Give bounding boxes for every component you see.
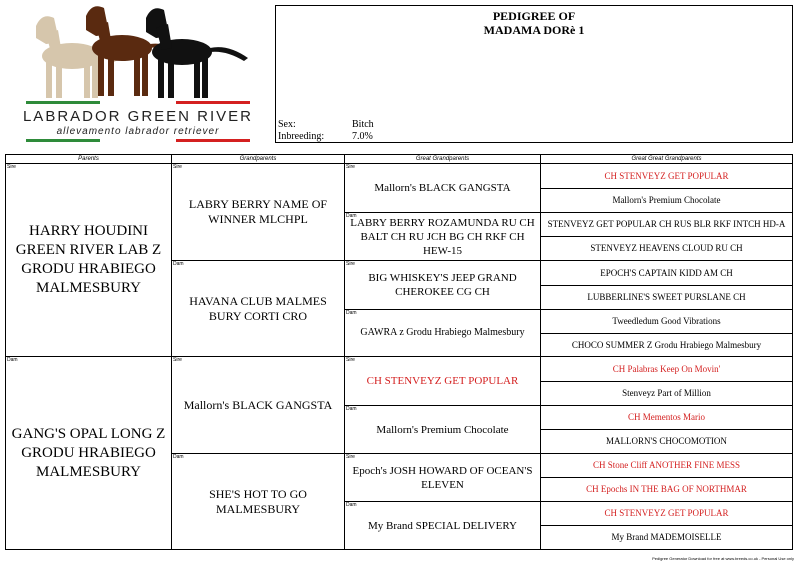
ggg-name: Mallorn's Premium Chocolate — [612, 195, 721, 205]
great-grandparent-cell — [344, 212, 541, 261]
dam-tag: Dam — [346, 310, 357, 316]
inbreeding-label: Inbreeding: — [278, 131, 325, 142]
dam-tag: Dam — [7, 357, 18, 363]
dam-tag: Dam — [173, 454, 184, 460]
flag-green-bar-bottom — [26, 139, 100, 142]
ggg-name: STENVEYZ GET POPULAR CH RUS BLR RKF INTCH HD-A — [547, 219, 786, 229]
dam-tag: Dam — [173, 261, 184, 267]
grandparent-cell — [171, 260, 345, 357]
ggg-name: STENVEYZ HEAVENS CLOUD RU CH — [590, 243, 743, 253]
ggg-cell — [540, 381, 793, 406]
ggg-name: CH STENVEYZ GET POPULAR — [604, 170, 729, 181]
ggg-name: My Brand MADEMOISELLE — [611, 532, 722, 542]
col-header-great-grandparents: Great Grandparents — [344, 154, 541, 164]
ggg-name: CH Mementos Mario — [628, 412, 705, 422]
ggg-cell — [540, 429, 793, 454]
ggg-cell — [540, 188, 793, 213]
ggg-name: CH Epochs IN THE BAG OF NORTHMAR — [586, 484, 747, 494]
pedigree-title: PEDIGREE OF — [492, 9, 576, 23]
great-grandparent-cell — [344, 405, 541, 454]
great-grandparent-name: My Brand SPECIAL DELIVERY — [367, 519, 517, 532]
sire-tag: Sire — [346, 164, 355, 170]
pedigree-header — [275, 5, 793, 143]
sex-value: Bitch — [352, 119, 374, 130]
sex-label: Sex: — [278, 119, 296, 130]
great-grandparent-name: Epoch's JOSH HOWARD OF OCEAN'S ELEVEN — [352, 464, 533, 491]
ggg-cell — [540, 356, 793, 382]
sire-tag: Sire — [7, 164, 16, 170]
ggg-cell — [540, 285, 793, 310]
parent-dam-cell — [5, 356, 172, 550]
great-grandparent-cell — [344, 501, 541, 550]
kennel-subtitle: allevamento labrador retriever — [56, 126, 220, 137]
grandparent-name: Mallorn's BLACK GANGSTA — [183, 397, 333, 412]
ggg-name: EPOCH'S CAPTAIN KIDD AM CH — [600, 267, 733, 278]
great-grandparent-cell — [344, 260, 541, 310]
great-grandparent-name: GAWRA z Grodu Hrabiego Malmesbury — [360, 327, 525, 338]
great-grandparent-name: LABRY BERRY ROZAMUNDA RU CH BALT CH RU JCH BG CH RKF CH HEW-15 — [350, 216, 535, 257]
ggg-cell — [540, 309, 793, 334]
footer-credit: Pedigree Generator Download for free at www.breeds.co.uk - Personal Use only — [652, 556, 794, 561]
grandparent-name: HAVANA CLUB MALMES BURY CORTI CRO — [189, 293, 327, 323]
kennel-name: LABRADOR GREEN RIVER — [22, 108, 254, 125]
inbreeding-value: 7.0% — [352, 131, 373, 142]
col-header-grandparents: Grandparents — [171, 154, 345, 164]
grandparent-cell — [171, 163, 345, 261]
great-grandparent-cell — [344, 356, 541, 406]
ggg-cell — [540, 260, 793, 286]
ggg-cell — [540, 405, 793, 430]
ggg-cell — [540, 525, 793, 550]
grandparent-name: LABRY BERRY NAME OF WINNER MLCHPL — [188, 197, 328, 226]
ggg-name: CH STENVEYZ GET POPULAR — [604, 508, 729, 518]
ggg-name: CH Palabras Keep On Movin' — [612, 363, 721, 374]
ggg-name: CHOCO SUMMER Z Grodu Hrabiego Malmesbury — [571, 339, 762, 350]
ggg-name: CH Stone Cliff ANOTHER FINE MESS — [592, 460, 741, 470]
sire-tag: Sire — [346, 357, 355, 363]
ggg-name: Tweedledum Good Vibrations — [612, 316, 721, 326]
great-grandparent-name: Mallorn's Premium Chocolate — [376, 423, 509, 436]
flag-white-bar-bottom — [100, 139, 176, 142]
labrador-dogs-illustration — [22, 4, 254, 104]
col-header-parents: Parents — [5, 154, 172, 164]
flag-green-bar — [26, 101, 100, 104]
grandparent-cell — [171, 356, 345, 454]
ggg-cell — [540, 333, 793, 357]
ggg-cell — [540, 477, 793, 502]
great-grandparent-cell — [344, 453, 541, 502]
flag-white-bar — [100, 101, 176, 104]
dam-tag: Dam — [346, 502, 357, 508]
ggg-cell — [540, 453, 793, 478]
sire-tag: Sire — [346, 261, 355, 267]
sire-tag: Sire — [173, 164, 182, 170]
grandparent-cell — [171, 453, 345, 550]
sire-tag: Sire — [346, 454, 355, 460]
ggg-name: LUBBERLINE'S SWEET PURSLANE CH — [587, 292, 746, 302]
sire-tag: Sire — [173, 357, 182, 363]
great-grandparent-name: Mallorn's BLACK GANGSTA — [374, 182, 511, 194]
flag-red-bar — [176, 101, 250, 104]
ggg-name: MALLORN'S CHOCOMOTION — [606, 436, 727, 446]
ggg-cell — [540, 236, 793, 261]
great-grandparent-cell — [344, 163, 541, 213]
ggg-name: Stenveyz Part of Million — [622, 388, 711, 398]
parent-sire-name: HARRY HOUDINI GREEN RIVER LAB Z GRODU HRABIEGO MALMESBURY — [15, 223, 162, 296]
grandparent-name: SHE'S HOT TO GO MALMESBURY — [209, 486, 307, 516]
flag-red-bar-bottom — [176, 139, 250, 142]
ggg-cell — [540, 163, 793, 189]
ggg-cell — [540, 212, 793, 237]
dam-tag: Dam — [346, 406, 357, 412]
kennel-logo — [22, 4, 254, 144]
parent-sire-cell — [5, 163, 172, 357]
great-grandparent-name: BIG WHISKEY'S JEEP GRAND CHEROKEE CG CH — [368, 272, 517, 298]
parent-dam-name: GANG'S OPAL LONG Z GRODU HRABIEGO MALMESBURY — [11, 425, 166, 480]
ggg-cell — [540, 501, 793, 526]
col-header-great-great-grandparents: Great Great Grandparents — [540, 154, 793, 164]
dog-name: MADAMA DORè 1 — [483, 23, 585, 37]
great-grandparent-cell — [344, 309, 541, 357]
great-grandparent-name: CH STENVEYZ GET POPULAR — [366, 375, 519, 387]
dam-tag: Dam — [346, 213, 357, 219]
